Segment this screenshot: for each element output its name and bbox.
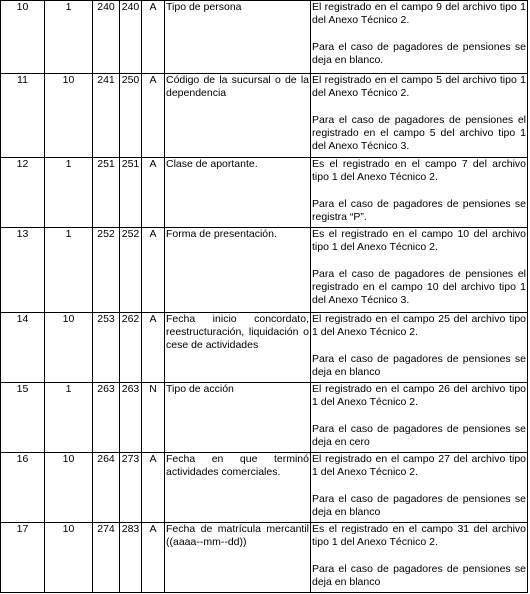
field-type: A xyxy=(149,158,157,170)
observation-text: Para el caso de pagadores de pensiones se deja en blanco. xyxy=(312,40,526,66)
field-description: Tipo de acción xyxy=(166,383,234,395)
table-row xyxy=(1,228,528,313)
end-position-cell xyxy=(120,453,142,523)
start-position-cell xyxy=(93,1,120,74)
observation-text: Para el caso de pagadores de pensiones se registra “P”. xyxy=(312,197,526,223)
start-position-cell xyxy=(93,453,120,523)
field-number: 11 xyxy=(17,74,28,86)
field-type-cell xyxy=(142,74,165,158)
field-number: 13 xyxy=(16,228,29,240)
field-length-cell xyxy=(45,158,93,228)
observation-text: Para el caso de pagadores de pensiones se deja en blanco xyxy=(312,492,526,518)
observation-text: Para el caso de pagadores de pensiones el registrado en el campo 5 del archivo tipo 1 del Anexo Técnico 3. xyxy=(312,113,526,152)
field-observation-cell xyxy=(311,74,528,158)
field-type: A xyxy=(149,523,157,535)
table-row xyxy=(1,383,528,453)
end-position: 240 xyxy=(121,1,140,13)
end-position-cell xyxy=(120,228,142,313)
observation-text: Es el registrado en el campo 31 del archivo tipo 1 del Anexo Técnico 2. xyxy=(312,523,526,549)
field-description-cell xyxy=(165,383,311,453)
start-position: 241 xyxy=(97,74,115,86)
field-length: 1 xyxy=(65,228,72,240)
field-length-cell xyxy=(45,453,93,523)
field-number: 12 xyxy=(16,158,29,170)
field-observation-cell xyxy=(311,453,528,523)
field-number-cell xyxy=(1,523,45,593)
field-description-cell xyxy=(165,1,311,74)
field-type: A xyxy=(149,74,157,86)
observation-text: El registrado en el campo 27 del archivo tipo 1 del Anexo Técnico 2. xyxy=(312,453,526,479)
field-number-cell xyxy=(1,453,45,523)
start-position: 264 xyxy=(97,453,115,465)
end-position-cell xyxy=(120,523,142,593)
field-type: A xyxy=(149,228,157,240)
field-description: Fecha de matrícula mercantil ((aaaa--mm--dd)) xyxy=(166,523,309,549)
observation-text: Para el caso de pagadores de pensiones se deja en cero xyxy=(312,422,526,448)
field-description-cell xyxy=(165,453,311,523)
table-body xyxy=(1,1,528,593)
end-position-cell xyxy=(120,1,142,74)
table-row xyxy=(1,453,528,523)
field-length: 10 xyxy=(62,74,75,86)
field-number-cell xyxy=(1,158,45,228)
field-number: 16 xyxy=(16,453,29,465)
start-position-cell xyxy=(93,228,120,313)
field-number-cell xyxy=(1,383,45,453)
field-type: A xyxy=(149,1,157,13)
field-description: Tipo de persona xyxy=(166,1,242,13)
observation-text: El registrado en el campo 9 del archivo tipo 1 del Anexo Técnico 2. xyxy=(312,1,526,27)
field-description: Fecha inicio concordato, reestructuración, liquidación o cese de actividades xyxy=(166,313,309,352)
field-number: 14 xyxy=(16,313,29,325)
end-position: 263 xyxy=(121,383,140,395)
field-number: 17 xyxy=(16,523,29,535)
start-position: 253 xyxy=(97,313,115,325)
field-number-cell xyxy=(1,228,45,313)
field-length-cell xyxy=(45,313,93,383)
field-length: 1 xyxy=(65,158,72,170)
end-position-cell xyxy=(120,74,142,158)
field-length: 10 xyxy=(62,523,75,535)
field-length-cell xyxy=(45,383,93,453)
field-type-cell xyxy=(142,383,165,453)
observation-text: Es el registrado en el campo 10 del archivo tipo 1 del Anexo Técnico 2. xyxy=(312,228,526,254)
field-length-cell xyxy=(45,523,93,593)
field-type-cell xyxy=(142,313,165,383)
observation-text: Para el caso de pagadores de pensiones el registrado en el campo 10 del archivo tipo 1 del Anexo Técnico 3. xyxy=(312,267,526,306)
field-description: Clase de aportante. xyxy=(166,158,258,170)
end-position: 273 xyxy=(121,453,140,465)
field-type: A xyxy=(149,453,157,465)
start-position-cell xyxy=(93,158,120,228)
start-position: 263 xyxy=(97,383,115,395)
end-position: 250 xyxy=(121,74,140,86)
field-description: Código de la sucursal o de la dependencia xyxy=(166,74,309,100)
field-observation-cell xyxy=(311,383,528,453)
field-observation-cell xyxy=(311,313,528,383)
end-position: 283 xyxy=(121,523,140,535)
field-number-cell xyxy=(1,74,45,158)
field-type-cell xyxy=(142,158,165,228)
field-length: 1 xyxy=(65,383,72,395)
field-length: 10 xyxy=(62,313,75,325)
start-position: 274 xyxy=(97,523,115,535)
table-row xyxy=(1,313,528,383)
field-number: 15 xyxy=(16,383,29,395)
end-position-cell xyxy=(120,313,142,383)
observation-text: El registrado en el campo 25 del archivo tipo 1 del Anexo Técnico 2. xyxy=(312,313,526,339)
observation-text: Para el caso de pagadores de pensiones se deja en blanco xyxy=(312,352,526,378)
observation-text: El registrado en el campo 26 del archivo tipo 1 del Anexo Técnico 2. xyxy=(312,383,526,409)
field-number-cell xyxy=(1,313,45,383)
field-observation-cell xyxy=(311,228,528,313)
field-description-cell xyxy=(165,158,311,228)
field-type-cell xyxy=(142,453,165,523)
end-position: 252 xyxy=(121,228,140,240)
field-type-cell xyxy=(142,523,165,593)
field-description-cell xyxy=(165,523,311,593)
observation-text: El registrado en el campo 5 del archivo tipo 1 del Anexo Técnico 2. xyxy=(312,74,526,100)
field-type-cell xyxy=(142,1,165,74)
field-number: 10 xyxy=(16,1,29,13)
start-position-cell xyxy=(93,313,120,383)
end-position: 262 xyxy=(121,313,140,325)
start-position: 252 xyxy=(97,228,115,240)
field-description-cell xyxy=(165,313,311,383)
field-observation-cell xyxy=(311,523,528,593)
end-position-cell xyxy=(120,158,142,228)
field-length-cell xyxy=(45,1,93,74)
field-observation-cell xyxy=(311,1,528,74)
observation-text: Es el registrado en el campo 7 del archivo tipo 1 del Anexo Técnico 2. xyxy=(312,158,526,184)
field-type: A xyxy=(149,313,157,325)
start-position: 240 xyxy=(97,1,115,13)
table-row xyxy=(1,1,528,74)
field-number-cell xyxy=(1,1,45,74)
table-row xyxy=(1,523,528,593)
observation-text: Para el caso de pagadores de pensiones se deja en blanco xyxy=(312,562,526,588)
field-description-cell xyxy=(165,228,311,313)
field-description-cell xyxy=(165,74,311,158)
start-position: 251 xyxy=(97,158,115,170)
field-description: Forma de presentación. xyxy=(166,228,277,240)
field-length-cell xyxy=(45,74,93,158)
field-type: N xyxy=(149,383,157,395)
table-row xyxy=(1,158,528,228)
field-type-cell xyxy=(142,228,165,313)
field-length-cell xyxy=(45,228,93,313)
start-position-cell xyxy=(93,74,120,158)
end-position: 251 xyxy=(121,158,140,170)
table-row xyxy=(1,74,528,158)
start-position-cell xyxy=(93,523,120,593)
end-position-cell xyxy=(120,383,142,453)
field-observation-cell xyxy=(311,158,528,228)
start-position-cell xyxy=(93,383,120,453)
field-description: Fecha en que terminó actividades comerciales. xyxy=(166,453,309,479)
field-length: 10 xyxy=(62,453,75,465)
field-length: 1 xyxy=(65,1,72,13)
